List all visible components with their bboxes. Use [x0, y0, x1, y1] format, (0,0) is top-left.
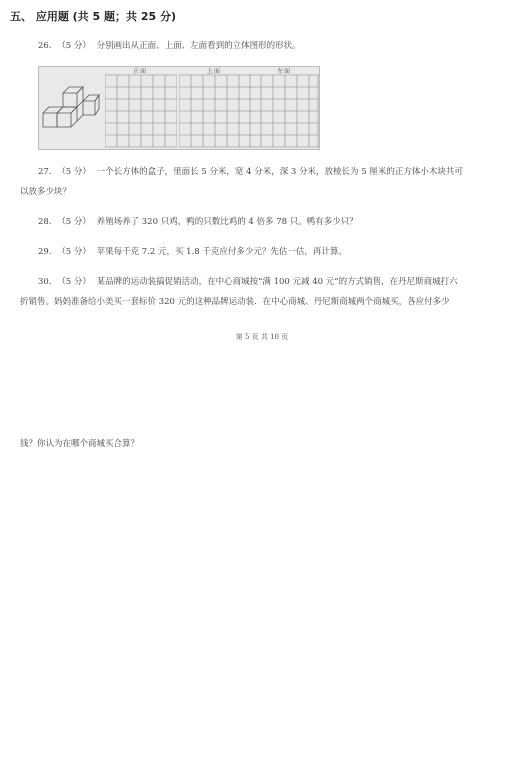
question-score: （5 分）: [57, 167, 91, 177]
grid-front-lines: [105, 67, 177, 149]
question-29: [38, 246, 347, 258]
question-26: [38, 40, 301, 52]
question-number: 29.: [38, 247, 52, 257]
question-27-cont: 以放多少块？: [20, 187, 72, 197]
question-text: 苹果每千克 7.2 元，买 1.8 千克应付多少元？先估一估，再计算。: [96, 247, 347, 257]
question-30-cont: 折销售。妈妈准备给小美买一套标价 320 元的这种品牌运动装．在中心商城、丹尼斯商城两个商城买，各应付多少: [20, 297, 450, 307]
three-views-figure: [38, 66, 320, 150]
label-top: 上面: [207, 68, 222, 75]
grid-left-lines: [249, 67, 319, 149]
question-score: （5 分）: [57, 41, 91, 51]
question-number: 26.: [38, 41, 52, 51]
grid-front: [105, 67, 177, 149]
cube-stack-drawing: [39, 67, 101, 149]
question-text: 一个长方体的盒子，里面长 5 分米，宽 4 分米，深 3 分米，放棱长为 5 厘米的正方体小木块共可: [96, 167, 463, 177]
question-score: （5 分）: [57, 277, 91, 287]
label-front: 正面: [133, 68, 148, 75]
question-text: 养殖场养了 320 只鸡，鸭的只数比鸡的 4 倍多 78 只。鸭有多少只？: [96, 217, 358, 227]
question-number: 30.: [38, 277, 52, 287]
page-footer: 第 5 页 共 10 页: [235, 333, 289, 341]
grid-left: [249, 67, 319, 149]
grid-top-lines: [179, 67, 251, 149]
question-30: [38, 276, 458, 288]
question-number: 27.: [38, 167, 52, 177]
question-score: （5 分）: [57, 247, 91, 257]
question-score: （5 分）: [57, 217, 91, 227]
question-number: 28.: [38, 217, 52, 227]
section-title: 五、 应用题 (共 5 题；共 25 分): [10, 10, 176, 23]
question-28: [38, 216, 358, 228]
question-text: 某品牌的运动装搞促销活动，在中心商城按“满 100 元减 40 元”的方式销售，在丹尼斯商城打六: [96, 277, 458, 287]
label-left: 左面: [277, 68, 292, 75]
question-27: [38, 166, 463, 178]
question-text: 分别画出从正面、上面、左面看到的立体图形的形状。: [96, 41, 301, 51]
question-30-cont-2: 钱？你认为在哪个商城买合算？: [20, 439, 140, 449]
grid-top: [179, 67, 251, 149]
